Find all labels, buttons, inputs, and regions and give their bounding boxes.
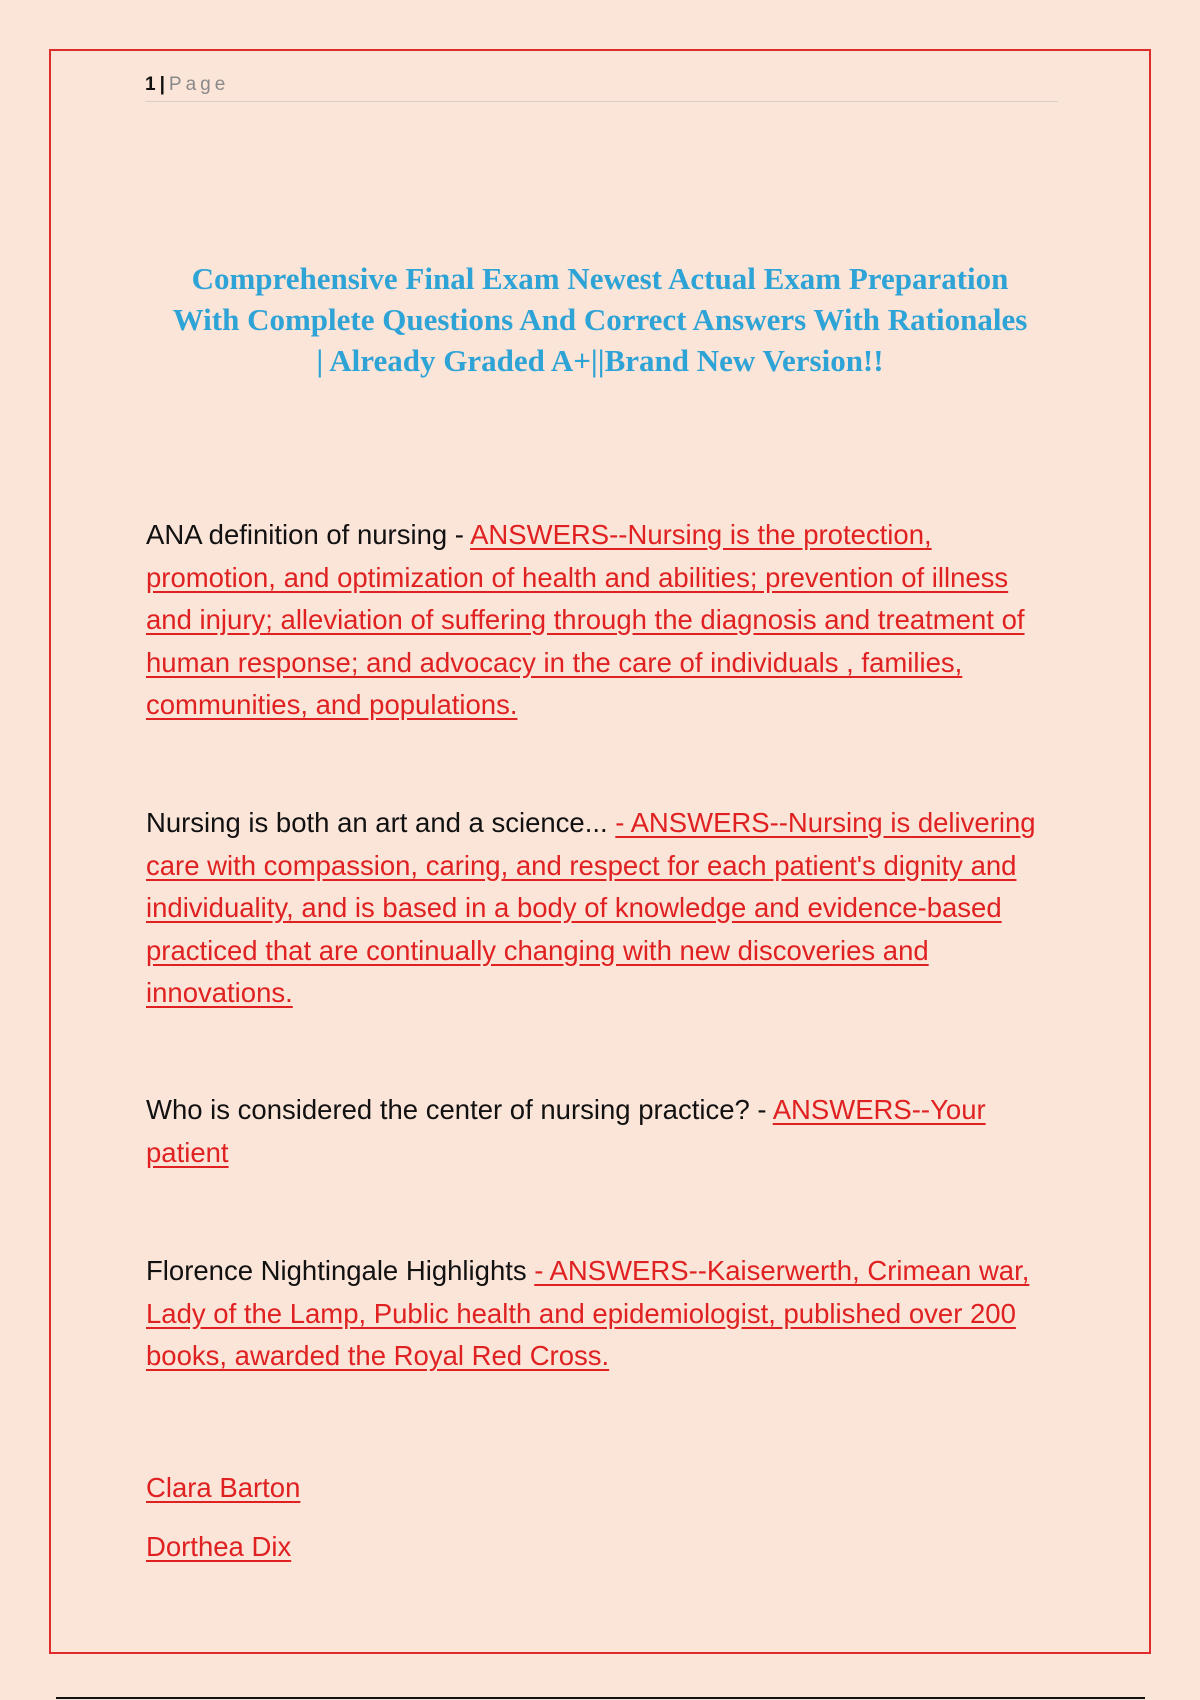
person-name-dorthea-dix: Dorthea Dix	[146, 1531, 292, 1562]
page-separator: |	[159, 74, 165, 95]
title-line: Comprehensive Final Exam Newest Actual Exam Preparation	[191, 261, 1009, 296]
question-text: ANA definition of nursing -	[146, 519, 471, 550]
footer-rule	[56, 1697, 1145, 1699]
page-header	[145, 70, 1058, 102]
question-text: Who is considered the center of nursing practice? -	[146, 1094, 773, 1125]
answer-text: - ANSWERS--Nursing is delivering care with compassion, caring, and respect for each patient's dignity and individuality, and is based in a body of knowledge and evidence-based practiced that are continually changing with new discoveries and innovations.	[146, 807, 1036, 1008]
answer-text: ANSWERS--Your patient	[146, 1094, 986, 1168]
document-title	[140, 258, 1060, 381]
qa-item	[146, 802, 1046, 1015]
title-line: | Already Graded A+||Brand New Version!!	[316, 343, 884, 378]
title-line: With Complete Questions And Correct Answers With Rationales	[172, 302, 1028, 337]
person-name-clara-barton: Clara Barton	[146, 1472, 301, 1503]
question-text: Florence Nightingale Highlights	[146, 1255, 535, 1286]
question-text: Nursing is both an art and a science...	[146, 807, 616, 838]
qa-item	[146, 514, 1046, 727]
qa-item	[146, 1089, 1046, 1174]
qa-item	[146, 1250, 1046, 1378]
page-label: Page	[168, 74, 230, 95]
answer-text: - ANSWERS--Kaiserwerth, Crimean war, Lady of the Lamp, Public health and epidemiologist, published over 200 books, awarded the Royal Red Cross.	[146, 1255, 1030, 1371]
answer-text: ANSWERS--Nursing is the protection, promotion, and optimization of health and abilities; prevention of illness and injury; alleviation of suffering through the diagnosis and treatment of human response; and advocacy in the care of individuals , families, communities, and populations.	[146, 519, 1025, 720]
page-number: 1	[145, 74, 156, 95]
